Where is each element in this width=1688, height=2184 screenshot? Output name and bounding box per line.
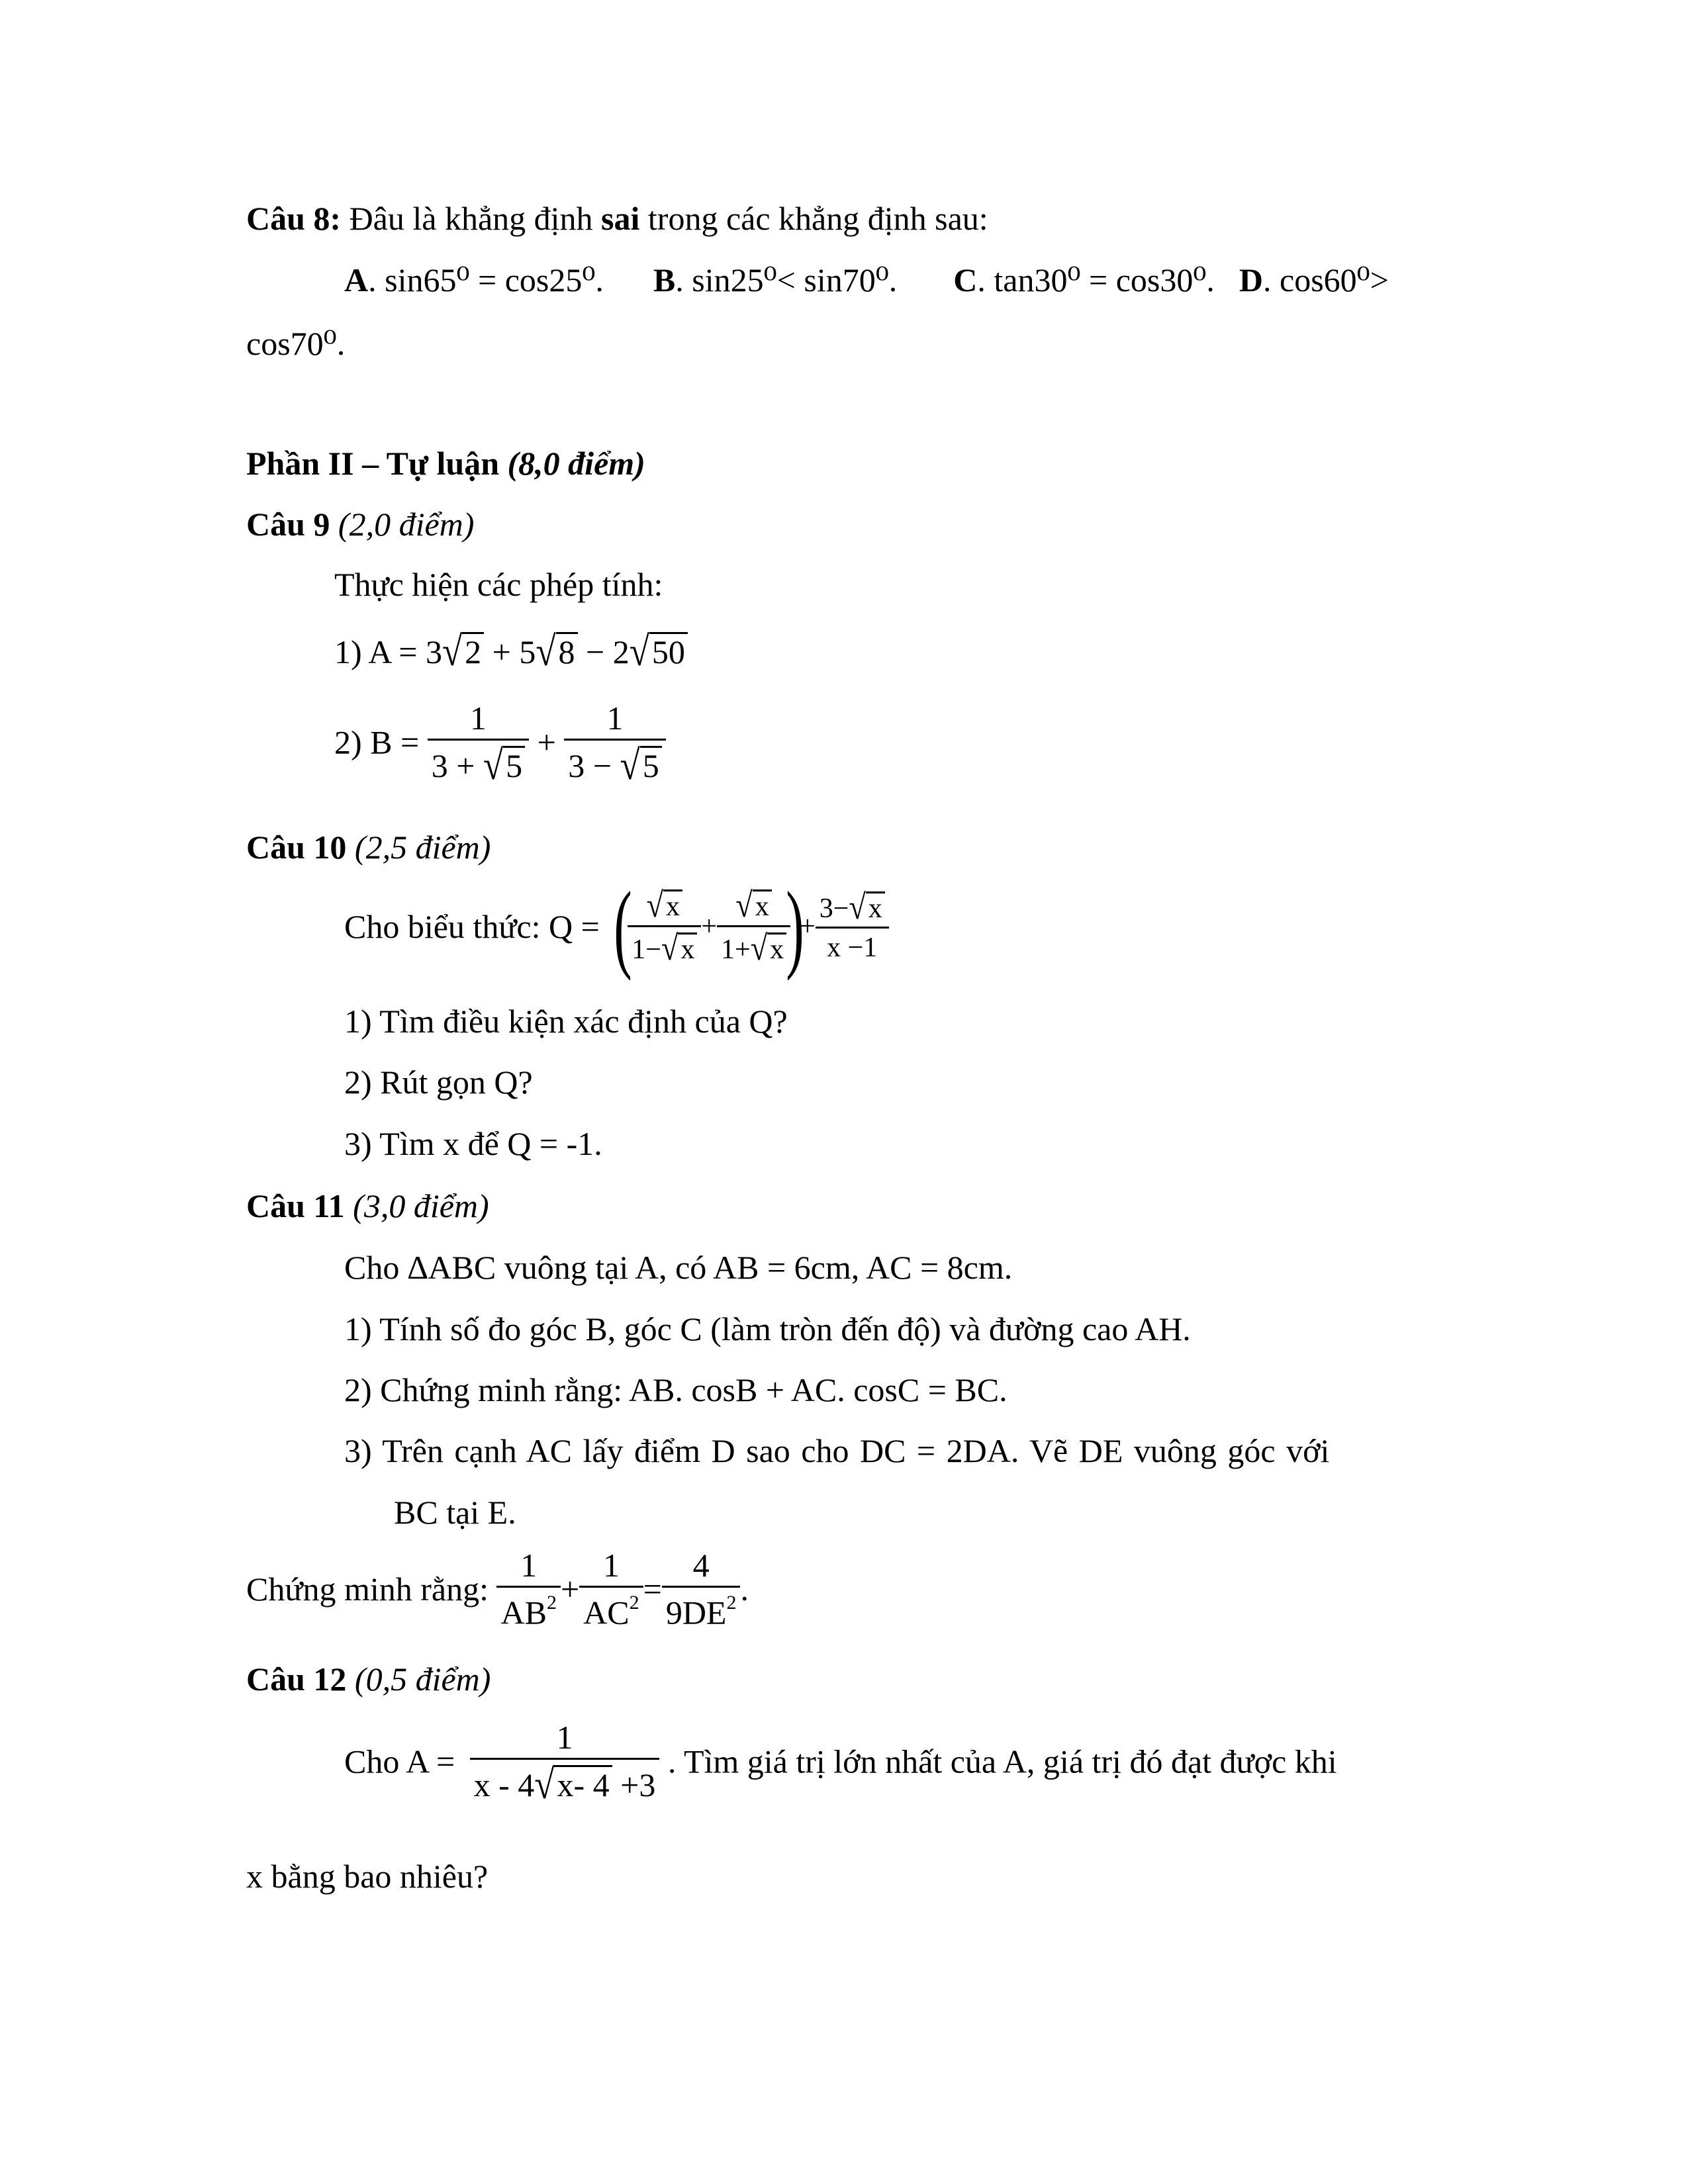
question-8-options — [344, 263, 1389, 296]
part-2-heading: Phần II – Tự luận (8,0 điểm) — [246, 445, 645, 482]
q11-item-1: 1) Tính số đo góc B, góc C (làm tròn đến độ) và đường cao AH. — [344, 1310, 1191, 1347]
q11-item-2: 2) Chứng minh rằng: AB. cosB + AC. cosC = BC. — [344, 1371, 1008, 1408]
question-11-heading: Câu 11 (3,0 điểm) — [246, 1187, 489, 1224]
option-d: D. cos60⁰> — [1239, 261, 1389, 298]
option-a: A. sin65⁰ = cos25⁰. — [344, 261, 604, 298]
q9-expression-1: 1) A = 3√2 + 5√8 − 2√50 — [334, 632, 688, 669]
q8-text-end: trong các khẳng định sau: — [639, 200, 988, 237]
question-10-heading: Câu 10 (2,5 điểm) — [246, 829, 491, 866]
option-b: B. sin25⁰< sin70⁰. — [653, 261, 898, 298]
q10-item-1: 1) Tìm điều kiện xác định của Q? — [344, 1003, 788, 1040]
q12-wrap: x bằng bao nhiêu? — [246, 1858, 489, 1895]
q11-item-3: 3) Trên cạnh AC lấy điểm D sao cho DC = 2DA. Vẽ DE vuông góc với — [344, 1432, 1330, 1469]
q10-expression: Cho biểu thức: Q = ( $\frac{√x}{1-√x}$ + $\frac{√x}{1+√x}$ )+ $\frac{3-√x}{x -1}$ — [344, 877, 889, 976]
q9-expression-2: 2) B = $\frac{1}{3 + √5}$ + $\frac{1}{3 - √5}$ — [334, 702, 666, 783]
q11-item-3-wrap: BC tại E. — [394, 1494, 516, 1531]
question-8-label: Câu 8: — [246, 200, 342, 237]
option-c: C. tan30⁰ = cos30⁰. — [953, 261, 1215, 298]
q8-text: Đâu là khẳng định — [341, 200, 602, 237]
q9-intro: Thực hiện các phép tính: — [334, 566, 663, 603]
q8-emphasis: sai — [601, 200, 640, 237]
question-9-heading: Câu 9 (2,0 điểm) — [246, 506, 475, 543]
question-12-heading: Câu 12 (0,5 điểm) — [246, 1661, 491, 1698]
question-8-stem — [246, 202, 988, 235]
q10-item-3: 3) Tìm x để Q = -1. — [344, 1125, 602, 1162]
q10-item-2: 2) Rút gọn Q? — [344, 1064, 533, 1101]
q11-prove: Chứng minh rằng: $\frac{1}{AB^2}$ + $\frac{1}{AC^2}$ = $\frac{4}{9DE^2}$ . — [246, 1547, 749, 1631]
option-d-wrap: cos70⁰. — [246, 325, 346, 362]
q12-expression: Cho A = $\frac{1}{x - 4√x- 4 +3}$ . Tìm giá trị lớn nhất của A, giá trị đó đạt được khi — [344, 1719, 1337, 1807]
q11-intro: Cho ∆ABC vuông tại A, có AB = 6cm, AC = 8cm. — [344, 1249, 1013, 1286]
